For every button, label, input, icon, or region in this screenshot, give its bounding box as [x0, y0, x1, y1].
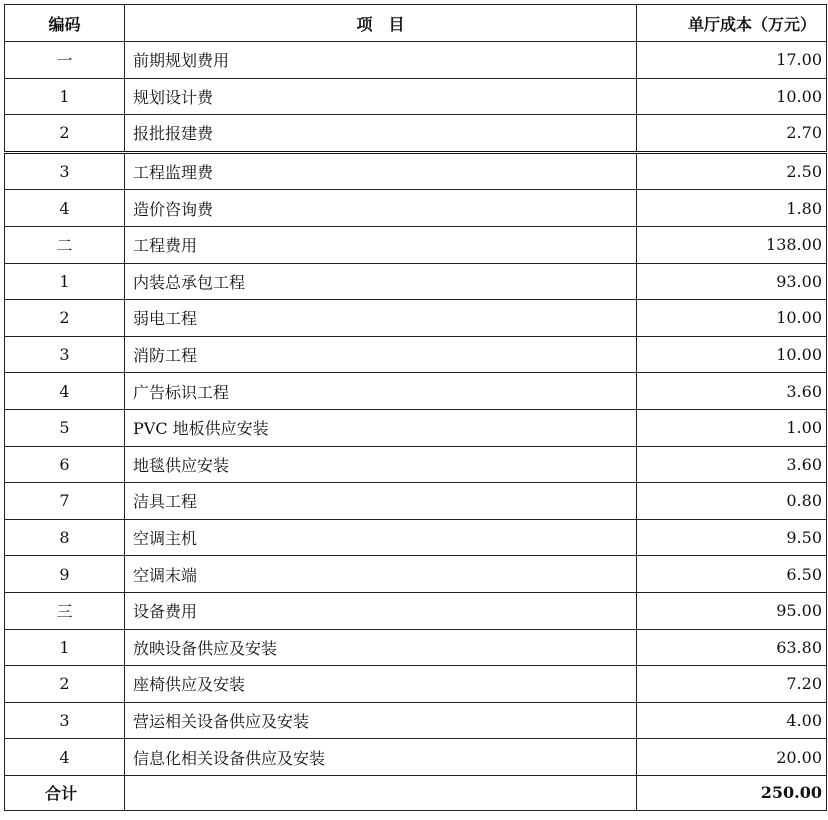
row-item: 规划设计费 — [125, 78, 637, 115]
row-item: 内装总承包工程 — [125, 263, 637, 300]
row-item: 空调主机 — [125, 519, 637, 556]
table-row — [5, 409, 827, 446]
row-code: 4 — [5, 373, 125, 410]
row-item: 工程费用 — [125, 226, 637, 263]
row-item: 信息化相关设备供应及安装 — [125, 739, 637, 776]
row-code: 5 — [5, 409, 125, 446]
table-row — [5, 373, 827, 410]
row-code: 8 — [5, 519, 125, 556]
table-row — [5, 666, 827, 703]
row-code: 一 — [5, 42, 125, 79]
header-item: 项 目 — [125, 5, 637, 42]
row-item: 营运相关设备供应及安装 — [125, 702, 637, 739]
row-code: 1 — [5, 263, 125, 300]
row-item: 前期规划费用 — [125, 42, 637, 79]
row-cost: 10.00 — [637, 336, 827, 373]
table-row — [5, 42, 827, 79]
row-code: 三 — [5, 592, 125, 629]
table-row — [5, 263, 827, 300]
table-row — [5, 152, 827, 190]
total-item — [125, 775, 637, 810]
row-item: 设备费用 — [125, 592, 637, 629]
row-cost: 1.80 — [637, 190, 827, 227]
row-code: 二 — [5, 226, 125, 263]
row-code: 7 — [5, 483, 125, 520]
header-row — [5, 5, 827, 42]
header-code: 编码 — [5, 5, 125, 42]
row-item: 放映设备供应及安装 — [125, 629, 637, 666]
row-code: 3 — [5, 702, 125, 739]
row-code: 3 — [5, 336, 125, 373]
row-code: 2 — [5, 300, 125, 337]
row-cost: 7.20 — [637, 666, 827, 703]
row-code: 9 — [5, 556, 125, 593]
row-cost: 0.80 — [637, 483, 827, 520]
row-item: 消防工程 — [125, 336, 637, 373]
row-code: 2 — [5, 666, 125, 703]
row-cost: 6.50 — [637, 556, 827, 593]
table-row — [5, 446, 827, 483]
table-row — [5, 629, 827, 666]
table-row — [5, 519, 827, 556]
row-item: 报批报建费 — [125, 115, 637, 153]
row-item: PVC 地板供应安装 — [125, 409, 637, 446]
table-row — [5, 115, 827, 153]
table-row — [5, 483, 827, 520]
row-code: 2 — [5, 115, 125, 153]
table-row — [5, 739, 827, 776]
row-item: 座椅供应及安装 — [125, 666, 637, 703]
table-row — [5, 336, 827, 373]
row-item: 地毯供应安装 — [125, 446, 637, 483]
row-item: 造价咨询费 — [125, 190, 637, 227]
header-cost: 单厅成本（万元） — [637, 5, 827, 42]
total-cost: 250.00 — [637, 775, 827, 810]
table-row — [5, 226, 827, 263]
row-cost: 3.60 — [637, 446, 827, 483]
row-item: 空调末端 — [125, 556, 637, 593]
total-label: 合计 — [5, 775, 125, 810]
row-cost: 3.60 — [637, 373, 827, 410]
row-cost: 17.00 — [637, 42, 827, 79]
table-row — [5, 592, 827, 629]
cost-table — [4, 4, 827, 811]
table-row — [5, 556, 827, 593]
row-cost: 20.00 — [637, 739, 827, 776]
table-row — [5, 78, 827, 115]
row-item: 广告标识工程 — [125, 373, 637, 410]
row-cost: 2.70 — [637, 115, 827, 153]
total-row — [5, 775, 827, 810]
row-item: 洁具工程 — [125, 483, 637, 520]
row-code: 6 — [5, 446, 125, 483]
table-row — [5, 300, 827, 337]
table-row — [5, 702, 827, 739]
table-row — [5, 190, 827, 227]
row-cost: 9.50 — [637, 519, 827, 556]
row-cost: 10.00 — [637, 78, 827, 115]
row-cost: 1.00 — [637, 409, 827, 446]
table-header — [5, 5, 827, 42]
row-cost: 95.00 — [637, 592, 827, 629]
row-code: 4 — [5, 190, 125, 227]
row-code: 3 — [5, 152, 125, 190]
row-cost: 63.80 — [637, 629, 827, 666]
row-code: 1 — [5, 629, 125, 666]
row-item: 弱电工程 — [125, 300, 637, 337]
row-cost: 4.00 — [637, 702, 827, 739]
table-footer — [5, 775, 827, 810]
row-cost: 2.50 — [637, 152, 827, 190]
row-code: 4 — [5, 739, 125, 776]
row-item: 工程监理费 — [125, 152, 637, 190]
table-body — [5, 42, 827, 776]
row-code: 1 — [5, 78, 125, 115]
row-cost: 93.00 — [637, 263, 827, 300]
row-cost: 10.00 — [637, 300, 827, 337]
row-cost: 138.00 — [637, 226, 827, 263]
